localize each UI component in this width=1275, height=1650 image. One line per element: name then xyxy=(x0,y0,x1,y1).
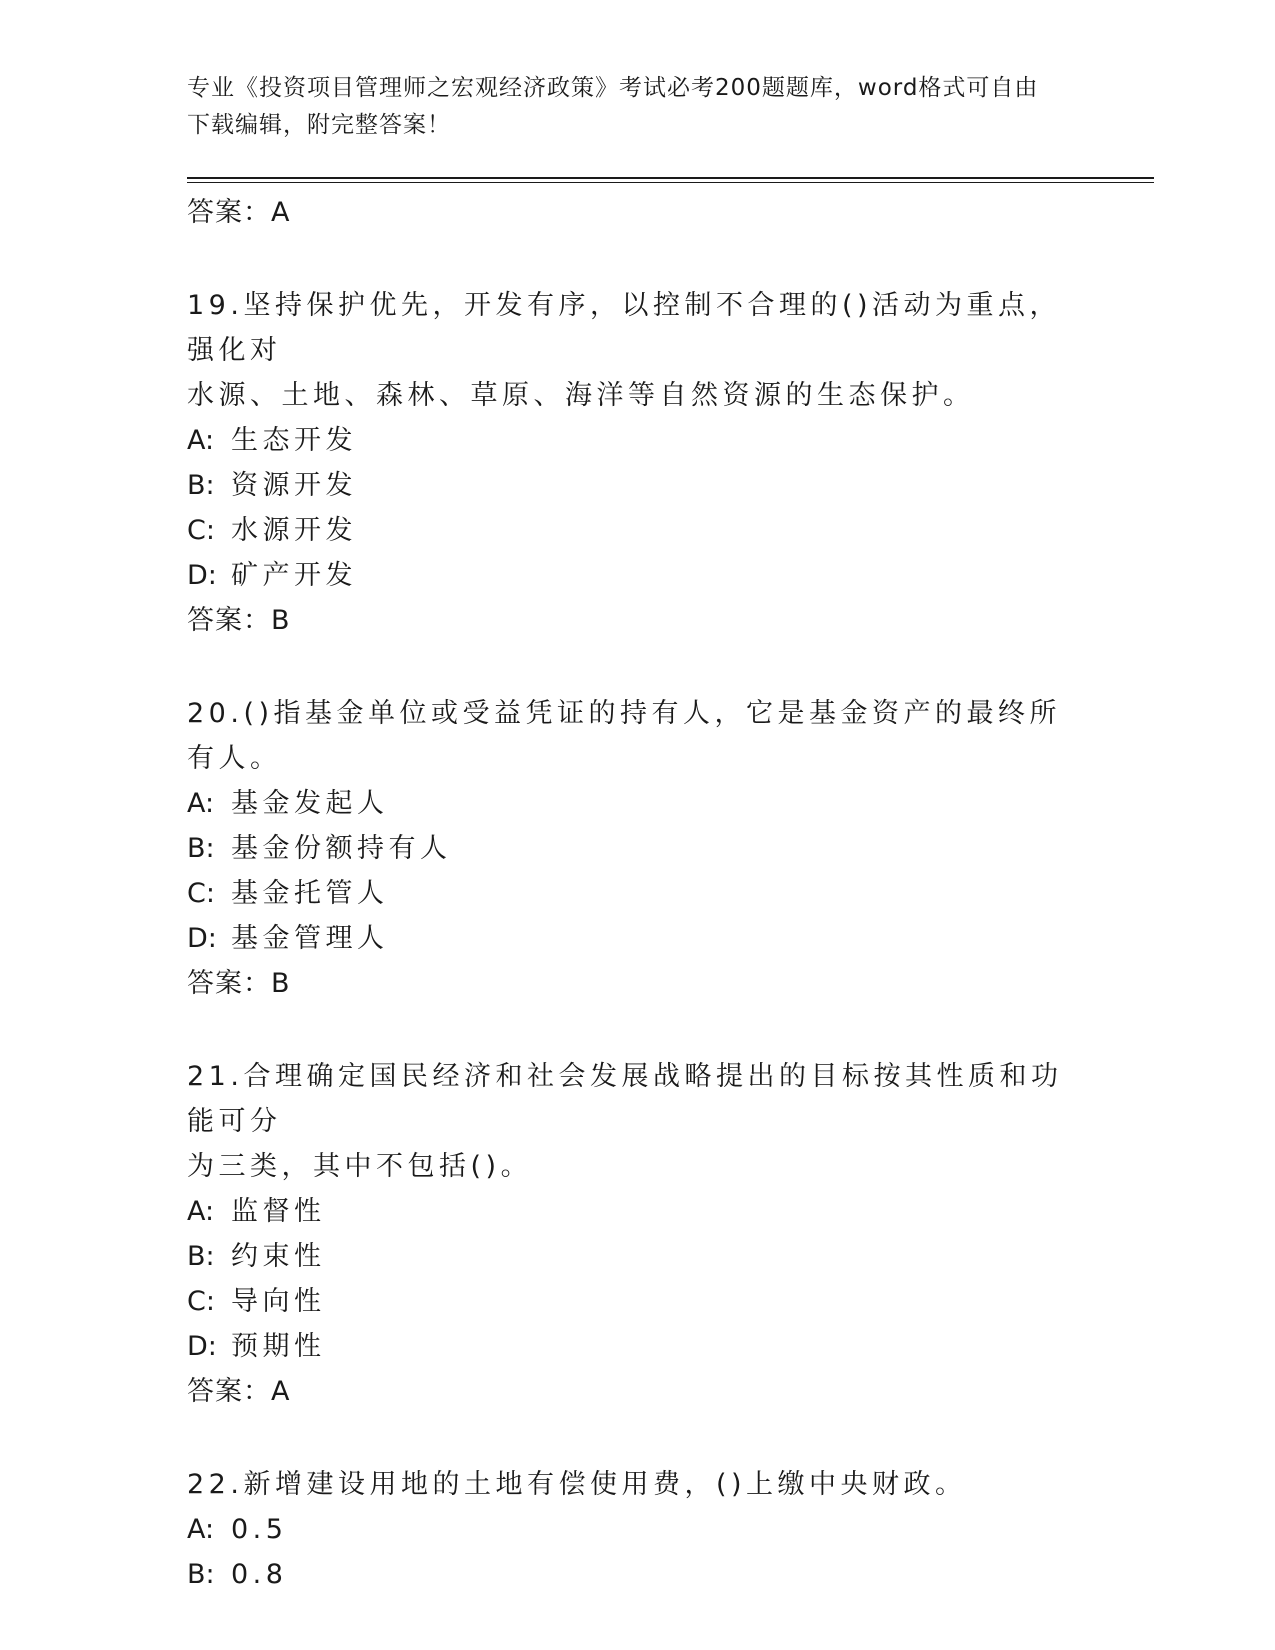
option-d xyxy=(187,1324,1087,1369)
option-b xyxy=(187,1234,1087,1279)
option-text: 导向性 xyxy=(231,1286,326,1317)
option-text: 基金托管人 xyxy=(231,878,389,909)
option-c xyxy=(187,871,1087,916)
option-text: 预期性 xyxy=(231,1331,326,1362)
question-stem xyxy=(187,1054,1087,1189)
intro-text xyxy=(187,70,1087,144)
answer-line: 答案：B xyxy=(187,968,291,999)
stem-line: 21.合理确定国民经济和社会发展战略提出的目标按其性质和功能可分 xyxy=(187,1061,1063,1137)
option-text: 基金发起人 xyxy=(231,788,389,819)
question-stem xyxy=(187,1462,1087,1507)
intro-line-2: 下载编辑，附完整答案！ xyxy=(187,112,451,138)
option-letter: D: xyxy=(187,560,217,591)
option-c xyxy=(187,508,1087,553)
option-text: 监督性 xyxy=(231,1196,326,1227)
question-stem xyxy=(187,691,1087,781)
option-text: 生态开发 xyxy=(231,425,357,456)
question-20 xyxy=(187,691,1087,1006)
option-letter: C: xyxy=(187,1286,215,1317)
question-stem xyxy=(187,283,1087,418)
option-letter: D: xyxy=(187,923,217,954)
option-d xyxy=(187,916,1087,961)
stem-line: 为三类，其中不包括()。 xyxy=(187,1151,533,1182)
question-21 xyxy=(187,1054,1087,1414)
header-rule-thin xyxy=(187,182,1154,183)
stem-line: 19.坚持保护优先，开发有序，以控制不合理的()活动为重点，强化对 xyxy=(187,290,1062,366)
option-b xyxy=(187,463,1087,508)
option-letter: C: xyxy=(187,515,215,546)
option-text: 0.8 xyxy=(231,1559,288,1590)
stem-line: 水源、土地、森林、草原、海洋等自然资源的生态保护。 xyxy=(187,380,975,411)
question-list xyxy=(187,190,1087,1597)
option-text: 基金份额持有人 xyxy=(231,833,452,864)
option-letter: A: xyxy=(187,1514,215,1545)
option-d xyxy=(187,553,1087,598)
option-a xyxy=(187,1189,1087,1234)
option-b xyxy=(187,1552,1087,1597)
option-a xyxy=(187,1507,1087,1552)
answer-line: 答案：A xyxy=(187,1376,291,1407)
option-letter: B: xyxy=(187,833,215,864)
stem-line: 20.()指基金单位或受益凭证的持有人，它是基金资产的最终所有人。 xyxy=(187,698,1062,774)
option-text: 资源开发 xyxy=(231,470,357,501)
stem-line: 22.新增建设用地的土地有偿使用费，()上缴中央财政。 xyxy=(187,1469,967,1500)
header-rule-thick xyxy=(187,177,1154,179)
option-c xyxy=(187,1279,1087,1324)
option-letter: C: xyxy=(187,878,215,909)
option-text: 水源开发 xyxy=(231,515,357,546)
option-text: 矿产开发 xyxy=(231,560,357,591)
option-text: 0.5 xyxy=(231,1514,288,1545)
option-letter: A: xyxy=(187,425,215,456)
option-a xyxy=(187,781,1087,826)
option-letter: B: xyxy=(187,470,215,501)
option-text: 基金管理人 xyxy=(231,923,389,954)
option-letter: A: xyxy=(187,788,215,819)
intro-line-1: 专业《投资项目管理师之宏观经济政策》考试必考200题题库，word格式可自由 xyxy=(187,75,1039,101)
option-a xyxy=(187,418,1087,463)
option-b xyxy=(187,826,1087,871)
question-19 xyxy=(187,283,1087,643)
option-letter: A: xyxy=(187,1196,215,1227)
answer-line: 答案：B xyxy=(187,605,291,636)
option-letter: B: xyxy=(187,1559,215,1590)
question-22 xyxy=(187,1462,1087,1597)
previous-answer: 答案：A xyxy=(187,197,291,228)
option-letter: D: xyxy=(187,1331,217,1362)
option-text: 约束性 xyxy=(231,1241,326,1272)
option-letter: B: xyxy=(187,1241,215,1272)
